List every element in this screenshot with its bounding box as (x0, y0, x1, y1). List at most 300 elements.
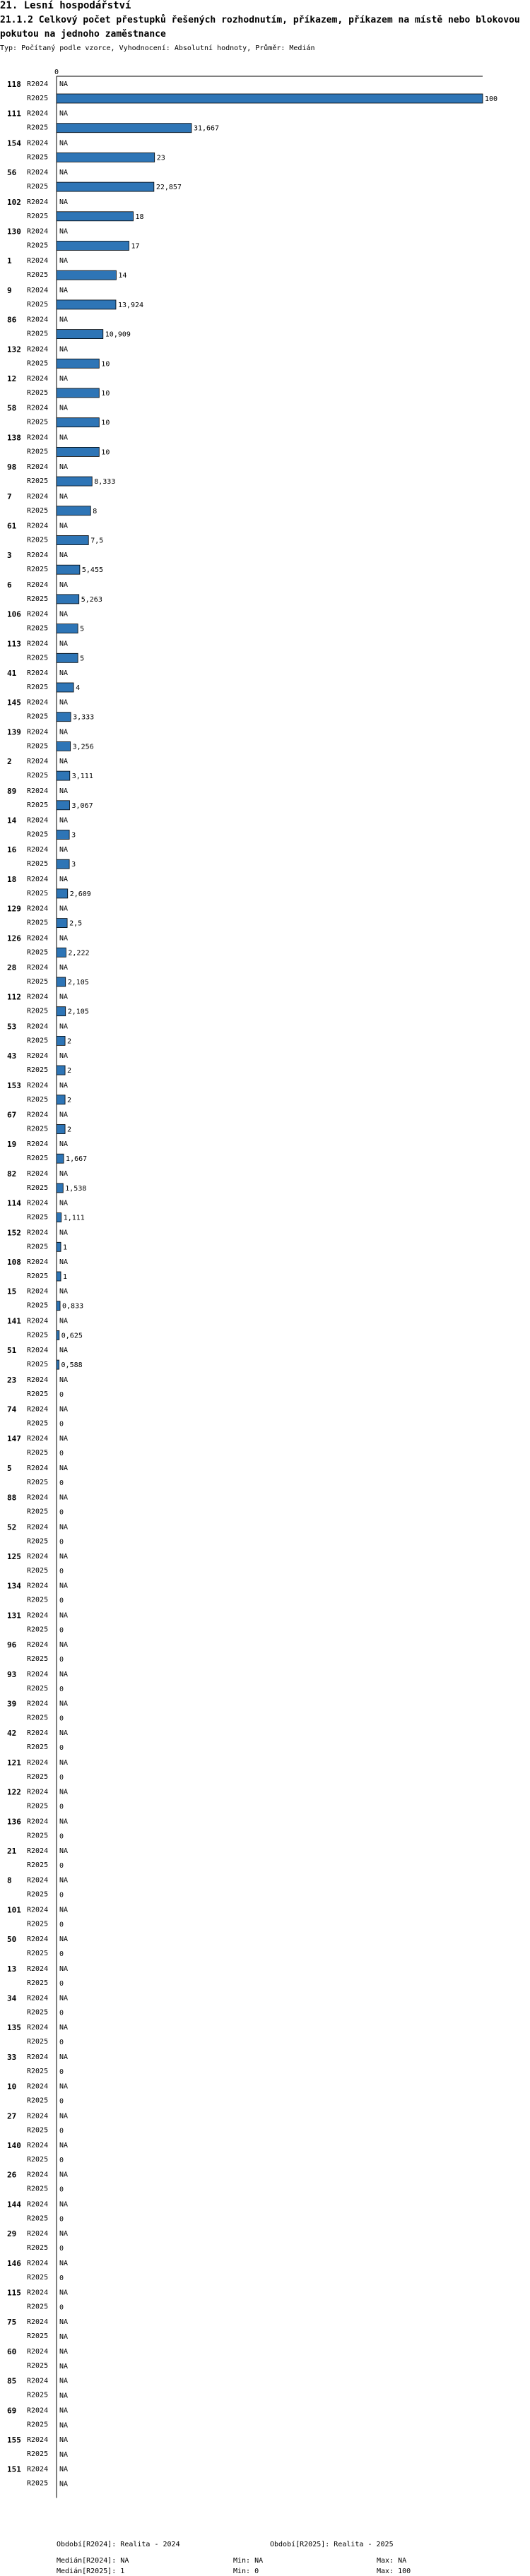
series-label-r2025: R2025 (27, 1596, 49, 1604)
bar-r2025 (57, 771, 70, 780)
bar-r2025 (57, 536, 88, 545)
series-label-r2025: R2025 (27, 1655, 49, 1664)
value-label-r2024: NA (59, 580, 69, 589)
value-label-r2024: NA (59, 198, 69, 206)
series-label-r2024: R2024 (27, 1052, 49, 1061)
group-label: 131 (7, 1611, 21, 1621)
series-label-r2024: R2024 (27, 1611, 49, 1620)
series-label-r2024: R2024 (27, 580, 49, 589)
group-label: 138 (7, 433, 21, 443)
footer-min-1: Min: NA (233, 2557, 264, 2565)
value-label-r2025: 0 (59, 2097, 64, 2106)
group-label: 129 (7, 904, 21, 914)
value-label-r2024: NA (59, 1376, 69, 1384)
value-label-r2025: 7,5 (90, 537, 104, 545)
value-label-r2025: 1 (63, 1244, 68, 1252)
bar-r2025 (57, 1125, 65, 1134)
group-label: 15 (7, 1287, 17, 1296)
series-label-r2025: R2025 (27, 1920, 49, 1928)
value-label-r2025: 10 (101, 448, 110, 457)
series-label-r2024: R2024 (27, 1022, 49, 1031)
series-label-r2024: R2024 (27, 169, 49, 177)
series-label-r2025: R2025 (27, 1772, 49, 1781)
series-label-r2024: R2024 (27, 1169, 49, 1178)
value-label-r2024: NA (59, 2318, 69, 2327)
value-label-r2024: NA (59, 492, 69, 501)
series-label-r2025: R2025 (27, 330, 49, 338)
value-label-r2025: 10 (101, 419, 110, 427)
value-label-r2024: NA (59, 2200, 69, 2209)
series-label-r2025: R2025 (27, 448, 49, 456)
series-label-r2024: R2024 (27, 2112, 49, 2121)
series-label-r2024: R2024 (27, 669, 49, 677)
footer-max-2: Max: 100 (377, 2568, 411, 2575)
series-label-r2025: R2025 (27, 654, 49, 662)
series-label-r2024: R2024 (27, 1936, 49, 1944)
group-label: 69 (7, 2406, 17, 2416)
series-label-r2024: R2024 (27, 227, 49, 236)
value-label-r2024: NA (59, 728, 69, 737)
bar-r2025 (57, 124, 192, 133)
value-label-r2024: NA (59, 1758, 69, 1767)
footer-median-1: Medián[R2024]: NA (57, 2557, 129, 2565)
value-label-r2025: NA (59, 2480, 69, 2488)
value-label-r2025: 1,111 (63, 1214, 85, 1222)
footer-period-2: Období[R2025]: Realita - 2025 (270, 2541, 394, 2548)
series-label-r2024: R2024 (27, 1347, 49, 1355)
value-label-r2024: NA (59, 1964, 69, 1973)
group-label: 23 (7, 1375, 17, 1385)
series-label-r2025: R2025 (27, 772, 49, 780)
value-label-r2024: NA (59, 1641, 69, 1650)
bar-r2025 (57, 94, 483, 103)
series-label-r2025: R2025 (27, 1950, 49, 1958)
series-label-r2025: R2025 (27, 742, 49, 751)
group-label: 7 (7, 491, 12, 501)
series-label-r2025: R2025 (27, 2361, 49, 2370)
series-label-r2025: R2025 (27, 1183, 49, 1192)
series-label-r2025: R2025 (27, 1272, 49, 1280)
series-label-r2024: R2024 (27, 1906, 49, 1914)
value-label-r2025: NA (59, 2392, 69, 2400)
value-label-r2025: 2,105 (67, 979, 89, 986)
series-label-r2025: R2025 (27, 978, 49, 986)
series-label-r2024: R2024 (27, 2318, 49, 2327)
series-label-r2025: R2025 (27, 1155, 49, 1163)
group-label: 111 (7, 109, 21, 119)
value-label-r2024: NA (59, 964, 69, 972)
group-label: 1 (7, 256, 12, 266)
value-label-r2024: NA (59, 758, 69, 766)
series-label-r2024: R2024 (27, 2024, 49, 2032)
value-label-r2025: NA (59, 2333, 69, 2342)
group-label: 19 (7, 1140, 17, 1150)
group-label: 16 (7, 845, 17, 855)
value-label-r2025: 2,105 (67, 1008, 89, 1016)
value-label-r2024: NA (59, 698, 69, 707)
series-label-r2024: R2024 (27, 1140, 49, 1149)
bar-r2025 (57, 683, 73, 692)
series-label-r2024: R2024 (27, 1553, 49, 1561)
series-label-r2024: R2024 (27, 698, 49, 707)
group-label: 112 (7, 992, 21, 1002)
value-label-r2025: 0,625 (61, 1332, 83, 1340)
group-label: 43 (7, 1051, 17, 1061)
group-label: 75 (7, 2318, 17, 2327)
value-label-r2025: 100 (485, 95, 498, 103)
value-label-r2024: NA (59, 1670, 69, 1678)
value-label-r2024: NA (59, 1287, 69, 1296)
value-label-r2024: NA (59, 463, 69, 472)
series-label-r2025: R2025 (27, 2038, 49, 2046)
value-label-r2025: 5 (80, 655, 85, 663)
value-label-r2025: 0 (59, 1479, 64, 1487)
bar-r2025 (57, 1301, 60, 1311)
series-label-r2024: R2024 (27, 1287, 49, 1296)
series-label-r2024: R2024 (27, 1670, 49, 1678)
series-label-r2025: R2025 (27, 830, 49, 839)
value-label-r2025: 0 (59, 2274, 64, 2282)
series-label-r2025: R2025 (27, 95, 49, 102)
value-label-r2025: NA (59, 2362, 69, 2371)
value-label-r2024: NA (59, 1258, 69, 1266)
value-label-r2025: 3,256 (72, 743, 94, 751)
value-label-r2025: 0 (59, 1950, 64, 1959)
value-label-r2024: NA (59, 1081, 69, 1090)
series-label-r2025: R2025 (27, 1684, 49, 1693)
series-label-r2025: R2025 (27, 712, 49, 721)
series-label-r2025: R2025 (27, 2097, 49, 2105)
bar-r2025 (57, 359, 99, 368)
group-label: 126 (7, 934, 21, 943)
value-label-r2025: 17 (131, 242, 140, 251)
group-label: 18 (7, 874, 17, 884)
value-label-r2025: 2,609 (69, 890, 91, 898)
group-label: 86 (7, 315, 17, 325)
series-label-r2025: R2025 (27, 1095, 49, 1104)
series-label-r2025: R2025 (27, 153, 49, 162)
series-label-r2025: R2025 (27, 2244, 49, 2253)
series-label-r2025: R2025 (27, 2008, 49, 2017)
series-label-r2024: R2024 (27, 2347, 49, 2356)
value-label-r2024: NA (59, 1700, 69, 1708)
value-label-r2024: NA (59, 1464, 69, 1472)
series-label-r2025: R2025 (27, 919, 49, 927)
group-label: 152 (7, 1228, 21, 1238)
value-label-r2024: NA (59, 669, 69, 677)
value-label-r2025: 0 (59, 1420, 64, 1429)
series-label-r2024: R2024 (27, 1964, 49, 1973)
series-label-r2024: R2024 (27, 1229, 49, 1237)
series-label-r2024: R2024 (27, 1818, 49, 1826)
value-label-r2025: 8 (93, 507, 98, 515)
value-label-r2025: 0 (59, 1832, 64, 1841)
group-label: 13 (7, 1964, 17, 1974)
value-label-r2025: 3,333 (73, 713, 95, 722)
series-label-r2025: R2025 (27, 1125, 49, 1133)
series-label-r2024: R2024 (27, 787, 49, 795)
bar-r2025 (57, 830, 69, 840)
series-label-r2024: R2024 (27, 2230, 49, 2238)
group-label: 82 (7, 1169, 17, 1179)
value-label-r2024: NA (59, 1199, 69, 1208)
series-label-r2025: R2025 (27, 477, 49, 486)
series-label-r2024: R2024 (27, 1641, 49, 1650)
value-label-r2025: 22,857 (155, 184, 182, 192)
value-label-r2024: NA (59, 1729, 69, 1738)
series-label-r2025: R2025 (27, 1478, 49, 1486)
series-label-r2024: R2024 (27, 993, 49, 1001)
bar-r2025 (57, 565, 80, 574)
bar-r2025 (57, 919, 67, 928)
series-label-r2024: R2024 (27, 404, 49, 412)
value-label-r2024: NA (59, 169, 69, 177)
value-label-r2025: 0 (59, 1744, 64, 1753)
series-label-r2024: R2024 (27, 1758, 49, 1767)
series-label-r2024: R2024 (27, 463, 49, 472)
bar-r2025 (57, 447, 99, 456)
footer-max-1: Max: NA (377, 2557, 407, 2565)
group-label: 88 (7, 1493, 17, 1503)
value-label-r2025: 5,455 (81, 566, 104, 575)
bar-r2025 (57, 1213, 61, 1222)
value-label-r2025: NA (59, 2451, 69, 2459)
value-label-r2024: NA (59, 1052, 69, 1061)
group-label: 106 (7, 609, 21, 619)
value-label-r2025: 2 (67, 1126, 72, 1134)
bar-r2025 (57, 270, 116, 280)
group-label: 21 (7, 1847, 17, 1856)
group-label: 121 (7, 1758, 21, 1767)
group-label: 85 (7, 2376, 17, 2386)
value-label-r2025: 0 (59, 1450, 64, 1458)
value-label-r2025: 0 (59, 1921, 64, 1929)
value-label-r2025: 0 (59, 1979, 64, 1988)
series-label-r2024: R2024 (27, 1729, 49, 1738)
group-label: 151 (7, 2464, 21, 2474)
series-label-r2025: R2025 (27, 1331, 49, 1340)
series-label-r2025: R2025 (27, 1567, 49, 1575)
value-label-r2024: NA (59, 1405, 69, 1414)
series-label-r2025: R2025 (27, 684, 49, 691)
value-label-r2024: NA (59, 2112, 69, 2121)
bar-r2025 (57, 624, 78, 633)
series-label-r2024: R2024 (27, 2377, 49, 2385)
value-label-r2024: NA (59, 316, 69, 324)
group-label: 41 (7, 669, 17, 678)
group-label: 139 (7, 727, 21, 737)
value-label-r2024: NA (59, 846, 69, 854)
series-label-r2025: R2025 (27, 2479, 49, 2488)
series-label-r2024: R2024 (27, 1317, 49, 1325)
value-label-r2025: 8,333 (94, 478, 116, 487)
series-label-r2024: R2024 (27, 875, 49, 883)
bar-r2025 (57, 1154, 64, 1163)
group-label: 135 (7, 2023, 21, 2033)
group-label: 146 (7, 2258, 21, 2268)
series-label-r2025: R2025 (27, 1626, 49, 1634)
footer-median-2: Medián[R2025]: 1 (57, 2568, 125, 2575)
value-label-r2025: 2 (67, 1037, 72, 1046)
indicator-meta: Typ: Počítaný podle vzorce, Vyhodnocení: Absolutní hodnoty, Průměr: Medián (0, 44, 315, 52)
value-label-r2024: NA (59, 345, 69, 354)
group-label: 58 (7, 403, 17, 413)
group-label: 113 (7, 639, 21, 649)
value-label-r2025: 14 (118, 272, 127, 280)
series-label-r2024: R2024 (27, 2289, 49, 2297)
value-label-r2024: NA (59, 1611, 69, 1620)
value-label-r2025: 1,538 (65, 1184, 87, 1193)
value-label-r2024: NA (59, 1493, 69, 1502)
series-label-r2025: R2025 (27, 2126, 49, 2135)
series-label-r2024: R2024 (27, 80, 49, 88)
series-label-r2025: R2025 (27, 2303, 49, 2311)
series-label-r2025: R2025 (27, 536, 49, 544)
bar-r2025 (57, 712, 71, 722)
group-label: 42 (7, 1729, 17, 1739)
bar-r2025 (57, 1095, 65, 1104)
value-label-r2024: NA (59, 2082, 69, 2091)
series-label-r2024: R2024 (27, 1700, 49, 1708)
group-label: 3 (7, 551, 12, 561)
value-label-r2024: NA (59, 993, 69, 1001)
group-label: 61 (7, 521, 17, 531)
value-label-r2025: 10 (101, 360, 110, 369)
series-label-r2025: R2025 (27, 948, 49, 957)
series-label-r2024: R2024 (27, 1199, 49, 1208)
group-label: 141 (7, 1316, 21, 1326)
value-label-r2024: NA (59, 2024, 69, 2032)
value-label-r2024: NA (59, 1582, 69, 1590)
series-label-r2025: R2025 (27, 389, 49, 397)
series-label-r2024: R2024 (27, 640, 49, 648)
group-label: 134 (7, 1581, 21, 1591)
value-label-r2024: NA (59, 2377, 69, 2385)
series-label-r2024: R2024 (27, 1876, 49, 1885)
value-label-r2024: NA (59, 1111, 69, 1119)
series-label-r2024: R2024 (27, 492, 49, 501)
series-label-r2024: R2024 (27, 1258, 49, 1266)
group-label: 27 (7, 2111, 17, 2121)
series-label-r2025: R2025 (27, 2332, 49, 2341)
series-label-r2025: R2025 (27, 1890, 49, 1899)
group-label: 53 (7, 1022, 17, 1032)
group-label: 39 (7, 1699, 17, 1709)
value-label-r2024: NA (59, 875, 69, 883)
bar-r2025 (57, 1360, 59, 1369)
value-label-r2025: 0 (59, 1597, 64, 1605)
bar-r2025 (57, 1242, 61, 1251)
series-label-r2024: R2024 (27, 1435, 49, 1443)
group-label: 60 (7, 2347, 17, 2356)
series-label-r2025: R2025 (27, 271, 49, 280)
value-label-r2025: 2 (67, 1096, 72, 1104)
series-label-r2025: R2025 (27, 212, 49, 220)
value-label-r2025: 1,667 (66, 1155, 88, 1164)
series-label-r2024: R2024 (27, 139, 49, 148)
group-label: 96 (7, 1640, 17, 1650)
group-label: 89 (7, 786, 17, 796)
bar-r2025 (57, 741, 71, 751)
value-label-r2025: 0 (59, 1773, 64, 1782)
group-label: 154 (7, 138, 21, 148)
value-label-r2025: 0 (59, 2068, 64, 2076)
series-label-r2024: R2024 (27, 1994, 49, 2003)
series-label-r2025: R2025 (27, 566, 49, 574)
value-label-r2025: 0 (59, 1508, 64, 1517)
value-label-r2024: NA (59, 1876, 69, 1885)
series-label-r2024: R2024 (27, 758, 49, 766)
bar-r2025 (57, 977, 66, 986)
series-label-r2025: R2025 (27, 300, 49, 309)
series-label-r2024: R2024 (27, 964, 49, 972)
bar-r2025 (57, 1066, 65, 1075)
series-label-r2025: R2025 (27, 1743, 49, 1752)
series-label-r2025: R2025 (27, 1861, 49, 1869)
value-label-r2025: 0 (59, 1568, 64, 1575)
value-label-r2024: NA (59, 2230, 69, 2238)
value-label-r2025: 5 (80, 625, 85, 633)
group-label: 14 (7, 816, 17, 825)
value-label-r2025: 0 (59, 2215, 64, 2224)
series-label-r2024: R2024 (27, 2200, 49, 2209)
value-label-r2025: 31,667 (193, 124, 220, 133)
series-label-r2025: R2025 (27, 2273, 49, 2282)
value-label-r2025: 3,067 (71, 801, 93, 810)
bar-r2025 (57, 212, 134, 221)
group-label: 130 (7, 227, 21, 237)
group-label: 93 (7, 1669, 17, 1679)
series-label-r2025: R2025 (27, 1419, 49, 1428)
value-label-r2024: NA (59, 2053, 69, 2061)
value-label-r2025: 0 (59, 1685, 64, 1693)
group-label: 140 (7, 2141, 21, 2150)
series-label-r2025: R2025 (27, 359, 49, 368)
value-label-r2024: NA (59, 2465, 69, 2474)
group-label: 51 (7, 1346, 17, 1356)
series-label-r2025: R2025 (27, 418, 49, 427)
value-label-r2025: 0 (59, 1862, 64, 1870)
value-label-r2024: NA (59, 80, 69, 88)
series-label-r2025: R2025 (27, 860, 49, 869)
value-label-r2024: NA (59, 286, 69, 294)
value-label-r2024: NA (59, 816, 69, 825)
value-label-r2025: 0 (59, 1390, 64, 1399)
value-label-r2024: NA (59, 610, 69, 619)
group-label: 9 (7, 285, 12, 295)
value-label-r2025: 0 (59, 1715, 64, 1723)
value-label-r2024: NA (59, 1523, 69, 1532)
series-label-r2024: R2024 (27, 1376, 49, 1384)
series-label-r2025: R2025 (27, 1390, 49, 1398)
group-label: 50 (7, 1935, 17, 1945)
value-label-r2024: NA (59, 227, 69, 236)
bar-r2025 (57, 242, 129, 251)
value-label-r2025: 3 (71, 831, 76, 840)
series-label-r2025: R2025 (27, 242, 49, 250)
value-label-r2025: 5,263 (81, 595, 102, 604)
series-label-r2024: R2024 (27, 2259, 49, 2267)
series-label-r2025: R2025 (27, 1537, 49, 1546)
group-label: 33 (7, 2052, 17, 2062)
value-label-r2024: NA (59, 1169, 69, 1178)
bar-r2025 (57, 300, 116, 309)
bar-r2025 (57, 859, 69, 869)
series-label-r2024: R2024 (27, 375, 49, 383)
value-label-r2024: NA (59, 109, 69, 118)
series-label-r2025: R2025 (27, 1066, 49, 1075)
value-label-r2024: NA (59, 2347, 69, 2356)
